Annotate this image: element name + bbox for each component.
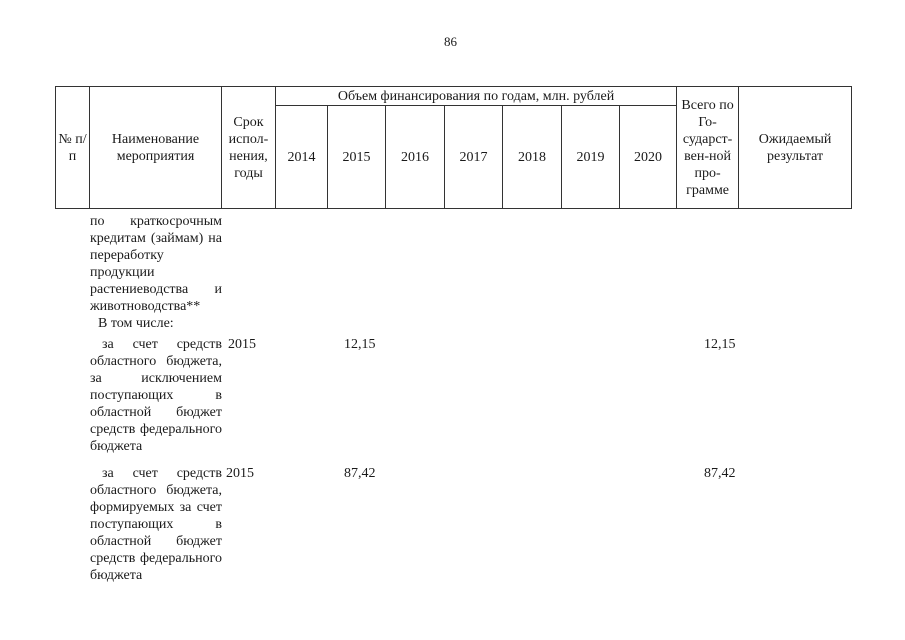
col-header-term: Срок испол-нения, годы	[222, 87, 276, 209]
col-header-year: 2017	[445, 106, 503, 209]
row1-total: 12,15	[704, 337, 736, 352]
col-header-num: № п/п	[56, 87, 90, 209]
col-header-result: Ожидаемый результат	[739, 87, 852, 209]
col-header-total: Всего по Го-сударст-вен-ной про-грамме	[677, 87, 739, 209]
col-header-year: 2020	[620, 106, 677, 209]
col-header-financing: Объем финансирования по годам, млн. рублей	[276, 87, 677, 106]
row2-name: за счет средств областного бюджета, формируемых за счет поступающих в областной бюджет средств федерального бюджета	[90, 466, 222, 583]
col-header-year: 2014	[276, 106, 328, 209]
col-header-name: Наименование мероприятия	[90, 87, 222, 209]
including-label: В том числе:	[98, 316, 174, 331]
col-header-year: 2019	[562, 106, 620, 209]
page-number: 86	[444, 34, 457, 49]
row1-term: 2015	[228, 337, 256, 352]
row1-value-2015: 12,15	[344, 337, 376, 352]
col-header-year: 2015	[328, 106, 386, 209]
row2-term: 2015	[226, 466, 254, 481]
row2-value-2015: 87,42	[344, 466, 376, 481]
row2-total: 87,42	[704, 466, 736, 481]
table-header	[55, 86, 852, 209]
row1-name: за счет средств областного бюджета, за исключением поступающих в областной бюджет средств федерального бюджета	[90, 337, 222, 454]
row-intro-text: по краткосрочным кредитам (займам) на переработку продукции растениеводства и животноводства**	[90, 214, 222, 314]
col-header-year: 2018	[503, 106, 562, 209]
col-header-year: 2016	[386, 106, 445, 209]
